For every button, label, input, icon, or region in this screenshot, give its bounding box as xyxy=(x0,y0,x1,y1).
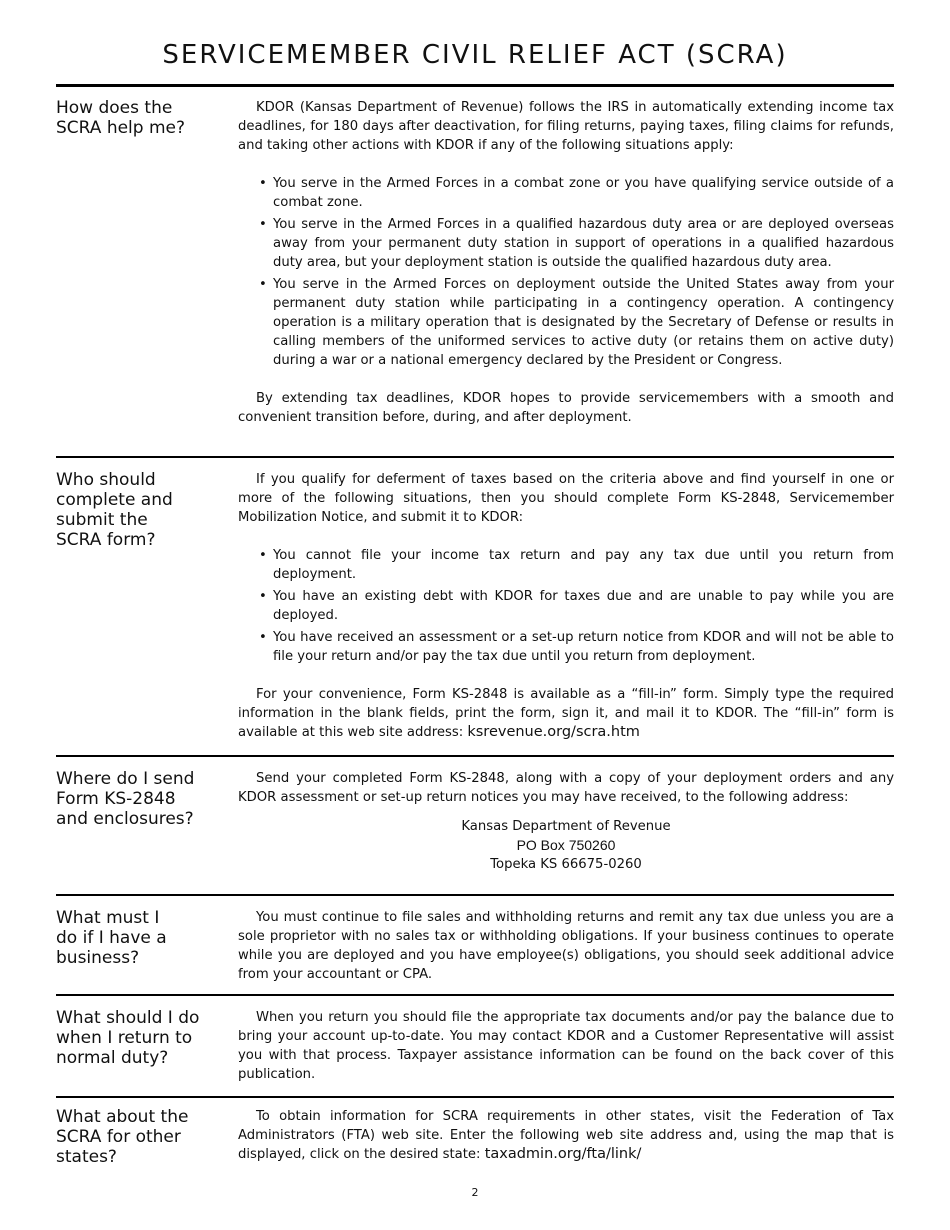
bullet-list xyxy=(238,174,894,370)
section-closing: For your convenience, Form KS-2848 is available as a “fill-in” form. Simply type the required information in the blank fields, print the form, sign it, and mail it to KDOR. The “fill-in” form is available at this web site address: ksrevenue.org/scra.htm xyxy=(238,687,894,740)
address-line: Topeka KS 66675-0260 xyxy=(490,857,642,872)
section-intro: When you return you should file the appropriate tax documents and/or pay the balance due to bring your account up-to-date. You may contact KDOR and a Customer Representative will assist you with that process. Taxpayer assistance information can be found on the back cover of this publication. xyxy=(238,1010,894,1082)
section-question: What should I do when I return to normal duty? xyxy=(56,1008,200,1068)
section-divider xyxy=(56,994,894,996)
section-body xyxy=(238,1107,894,1164)
section-divider xyxy=(56,1096,894,1098)
section-divider xyxy=(56,456,894,458)
bullet-list xyxy=(238,546,894,666)
section-body xyxy=(238,470,894,742)
list-item: • You serve in the Armed Forces in a qualified hazardous duty area or are deployed overseas away from your permanent duty station in support of operations in a qualified hazardous duty area, but your deployment station is outside the qualified hazardous duty area. xyxy=(259,217,894,270)
address-line: PO Box 750260 xyxy=(516,837,616,853)
section-body xyxy=(238,1008,894,1084)
list-item: • You serve in the Armed Forces in a combat zone or you have qualifying service outside of a combat zone. xyxy=(259,176,894,210)
section-divider xyxy=(56,755,894,757)
section-closing: By extending tax deadlines, KDOR hopes to provide servicemembers with a smooth and convenient transition before, during, and after deployment. xyxy=(238,391,894,425)
fta-link[interactable]: taxadmin.org/fta/link/ xyxy=(484,1146,642,1162)
section-body xyxy=(238,769,894,874)
section-question: Who should complete and submit the SCRA form? xyxy=(56,470,173,550)
section-question: What about the SCRA for other states? xyxy=(56,1107,189,1167)
section-intro: You must continue to file sales and withholding returns and remit any tax due unless you are a sole proprietor with no sales tax or withholding obligations. If your business continues to operate while you are deployed and you have employee(s) obligations, you should seek additional advice from your accountant or CPA. xyxy=(238,910,894,982)
list-item: • You have received an assessment or a set-up return notice from KDOR and will not be able to file your return and/or pay the tax due until you return from deployment. xyxy=(259,630,894,664)
section-intro: To obtain information for SCRA requirements in other states, visit the Federation of Tax Administrators (FTA) web site. Enter the following web site address and, using the map that is displayed, click on the desired state: taxadmin.org/fta/link/ xyxy=(238,1109,894,1162)
page-number: 2 xyxy=(471,1186,479,1199)
section-question: How does the SCRA help me? xyxy=(56,98,186,138)
list-item: • You have an existing debt with KDOR for taxes due and are unable to pay while you are deployed. xyxy=(259,589,894,623)
section-question: Where do I send Form KS-2848 and enclosures? xyxy=(56,769,195,829)
section-question: What must I do if I have a business? xyxy=(56,908,167,968)
address-line: Kansas Department of Revenue xyxy=(461,819,671,834)
form-link[interactable]: ksrevenue.org/scra.htm xyxy=(467,724,640,740)
section-intro: Send your completed Form KS-2848, along with a copy of your deployment orders and any KDOR assessment or set-up return notices you may have received, to the following address: xyxy=(238,771,894,805)
page-title: SERVICEMEMBER CIVIL RELIEF ACT (SCRA) xyxy=(162,40,788,70)
section-body xyxy=(238,98,894,427)
section-intro: If you qualify for deferment of taxes based on the criteria above and find yourself in one or more of the following situations, then you should complete Form KS-2848, Servicemember Mobilization Notice, and submit it to KDOR: xyxy=(238,472,894,525)
title-divider xyxy=(56,84,894,87)
section-divider xyxy=(56,894,894,896)
mailing-address xyxy=(238,817,894,874)
section-body xyxy=(238,908,894,984)
list-item: • You serve in the Armed Forces on deployment outside the United States away from your permanent duty station while participating in a contingency operation. A contingency operation is a military operation that is designated by the Secretary of Defense or results in calling members of the uniformed services to active duty (or retains them on active duty) during a war or a national emergency declared by the President or Congress. xyxy=(259,277,894,368)
section-intro: KDOR (Kansas Department of Revenue) follows the IRS in automatically extending income tax deadlines, for 180 days after deactivation, for filing returns, paying taxes, filing claims for refunds, and taking other actions with KDOR if any of the following situations apply: xyxy=(238,100,894,153)
list-item: • You cannot file your income tax return and pay any tax due until you return from deployment. xyxy=(259,548,894,582)
